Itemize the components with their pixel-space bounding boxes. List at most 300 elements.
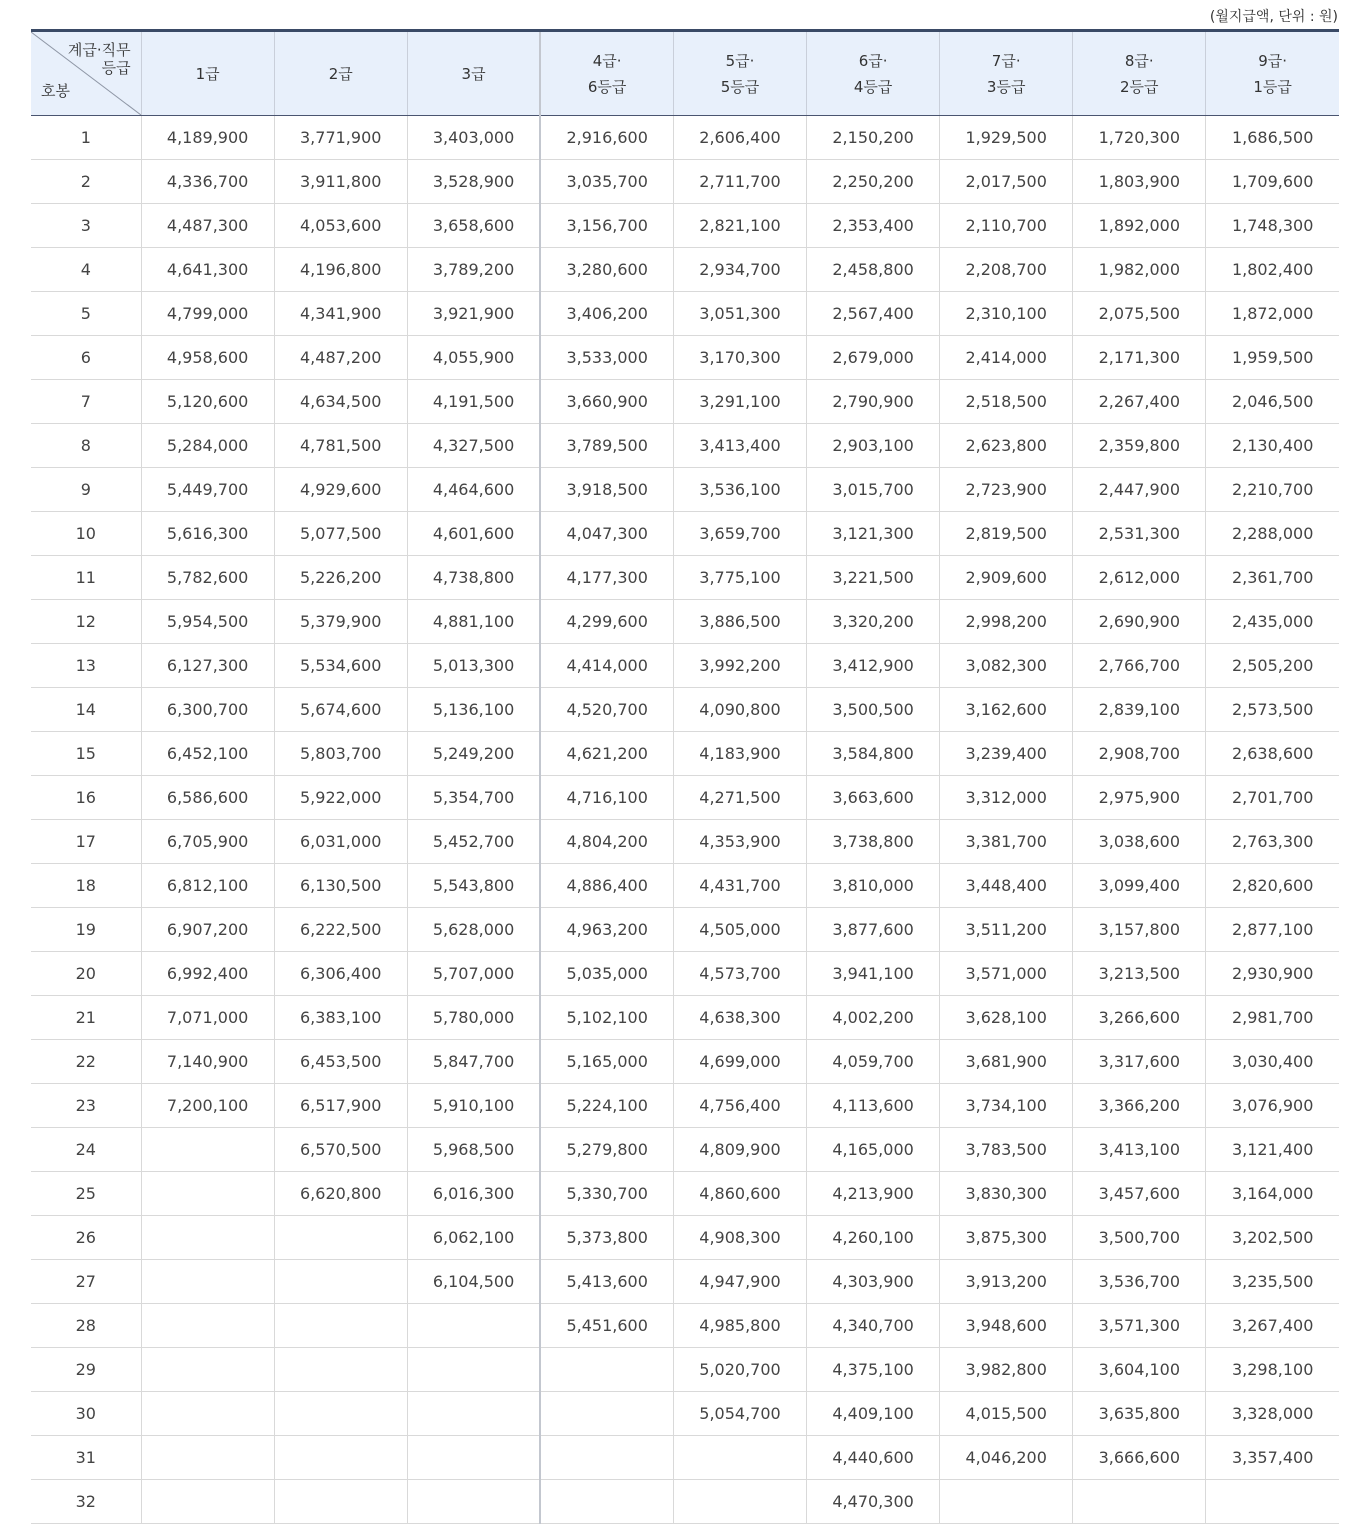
salary-cell: 4,183,900 [673, 732, 806, 776]
salary-cell: 3,312,000 [940, 776, 1073, 820]
salary-cell: 6,452,100 [141, 732, 274, 776]
salary-cell: 1,686,500 [1206, 116, 1339, 160]
salary-cell: 2,877,100 [1206, 908, 1339, 952]
salary-cell: 2,821,100 [673, 204, 806, 248]
salary-cell: 6,992,400 [141, 952, 274, 996]
salary-cell: 4,908,300 [673, 1216, 806, 1260]
salary-cell [407, 1392, 540, 1436]
salary-cell [274, 1348, 407, 1392]
salary-cell [141, 1480, 274, 1524]
salary-cell: 4,520,700 [540, 688, 673, 732]
salary-cell: 4,505,000 [673, 908, 806, 952]
salary-cell: 1,872,000 [1206, 292, 1339, 336]
step-number-cell: 11 [31, 556, 141, 600]
salary-cell: 2,763,300 [1206, 820, 1339, 864]
salary-cell: 4,641,300 [141, 248, 274, 292]
table-row [31, 336, 1339, 380]
salary-cell: 2,150,200 [807, 116, 940, 160]
table-row [31, 424, 1339, 468]
salary-cell: 2,819,500 [940, 512, 1073, 556]
salary-cell: 5,910,100 [407, 1084, 540, 1128]
step-number-cell: 31 [31, 1436, 141, 1480]
salary-cell: 3,886,500 [673, 600, 806, 644]
salary-cell: 6,016,300 [407, 1172, 540, 1216]
salary-cell: 4,303,900 [807, 1260, 940, 1304]
salary-cell: 3,875,300 [940, 1216, 1073, 1260]
salary-cell: 1,803,900 [1073, 160, 1206, 204]
salary-cell [274, 1480, 407, 1524]
salary-cell: 4,414,000 [540, 644, 673, 688]
salary-cell: 3,528,900 [407, 160, 540, 204]
salary-cell: 4,177,300 [540, 556, 673, 600]
step-number-cell: 20 [31, 952, 141, 996]
salary-cell: 2,458,800 [807, 248, 940, 292]
salary-cell [274, 1392, 407, 1436]
salary-cell: 6,570,500 [274, 1128, 407, 1172]
salary-cell: 2,046,500 [1206, 380, 1339, 424]
salary-cell: 2,017,500 [940, 160, 1073, 204]
salary-cell: 3,918,500 [540, 468, 673, 512]
step-number-cell: 18 [31, 864, 141, 908]
salary-cell [141, 1348, 274, 1392]
step-number-cell: 26 [31, 1216, 141, 1260]
salary-cell [141, 1128, 274, 1172]
salary-cell: 3,403,000 [407, 116, 540, 160]
column-header-9 [1206, 31, 1339, 116]
salary-cell [540, 1480, 673, 1524]
salary-cell: 3,666,600 [1073, 1436, 1206, 1480]
salary-cell: 4,487,200 [274, 336, 407, 380]
salary-cell: 5,373,800 [540, 1216, 673, 1260]
step-number-cell: 10 [31, 512, 141, 556]
salary-cell: 4,464,600 [407, 468, 540, 512]
salary-cell [141, 1304, 274, 1348]
salary-cell [673, 1436, 806, 1480]
salary-cell: 2,790,900 [807, 380, 940, 424]
salary-cell [540, 1392, 673, 1436]
salary-cell: 3,076,900 [1206, 1084, 1339, 1128]
salary-cell: 2,359,800 [1073, 424, 1206, 468]
salary-cell: 4,947,900 [673, 1260, 806, 1304]
salary-cell [1206, 1480, 1339, 1524]
table-row [31, 1172, 1339, 1216]
salary-cell [1073, 1480, 1206, 1524]
salary-cell: 2,723,900 [940, 468, 1073, 512]
salary-cell: 3,239,400 [940, 732, 1073, 776]
salary-cell: 6,705,900 [141, 820, 274, 864]
salary-cell: 3,533,000 [540, 336, 673, 380]
salary-cell: 5,449,700 [141, 468, 274, 512]
salary-cell: 3,734,100 [940, 1084, 1073, 1128]
column-header-text: 5등급 [720, 77, 760, 96]
column-header-text: 3급 [461, 64, 486, 83]
salary-cell: 4,053,600 [274, 204, 407, 248]
table-row [31, 1436, 1339, 1480]
salary-cell [141, 1260, 274, 1304]
table-header [31, 31, 1339, 116]
salary-cell: 3,320,200 [807, 600, 940, 644]
salary-cell [940, 1480, 1073, 1524]
salary-cell: 2,171,300 [1073, 336, 1206, 380]
step-number-cell: 23 [31, 1084, 141, 1128]
salary-cell: 1,929,500 [940, 116, 1073, 160]
column-header-text: 2급 [328, 64, 353, 83]
salary-cell: 3,170,300 [673, 336, 806, 380]
table-row [31, 292, 1339, 336]
step-number-cell: 16 [31, 776, 141, 820]
salary-cell: 6,907,200 [141, 908, 274, 952]
salary-cell: 2,909,600 [940, 556, 1073, 600]
salary-cell: 4,804,200 [540, 820, 673, 864]
salary-cell: 3,921,900 [407, 292, 540, 336]
salary-cell: 2,623,800 [940, 424, 1073, 468]
table-row [31, 776, 1339, 820]
column-header-text: 6등급 [587, 77, 627, 96]
step-number-cell: 24 [31, 1128, 141, 1172]
table-row [31, 600, 1339, 644]
column-header-1 [141, 31, 274, 116]
salary-cell: 4,621,200 [540, 732, 673, 776]
salary-cell: 2,903,100 [807, 424, 940, 468]
salary-cell: 5,543,800 [407, 864, 540, 908]
salary-cell: 2,606,400 [673, 116, 806, 160]
table-row [31, 556, 1339, 600]
table-row [31, 116, 1339, 160]
salary-cell: 4,487,300 [141, 204, 274, 248]
salary-cell: 3,051,300 [673, 292, 806, 336]
salary-cell: 4,196,800 [274, 248, 407, 292]
salary-cell: 2,638,600 [1206, 732, 1339, 776]
table-row [31, 820, 1339, 864]
salary-cell: 3,659,700 [673, 512, 806, 556]
salary-cell [407, 1304, 540, 1348]
salary-cell [540, 1436, 673, 1480]
salary-cell: 3,030,400 [1206, 1040, 1339, 1084]
salary-cell: 2,934,700 [673, 248, 806, 292]
salary-cell: 4,165,000 [807, 1128, 940, 1172]
column-header-text: 8급· [1124, 51, 1154, 70]
column-header-text: 5급· [725, 51, 755, 70]
salary-cell: 3,789,200 [407, 248, 540, 292]
salary-cell: 3,604,100 [1073, 1348, 1206, 1392]
salary-cell: 4,634,500 [274, 380, 407, 424]
salary-cell: 3,035,700 [540, 160, 673, 204]
step-number-cell: 21 [31, 996, 141, 1040]
salary-cell: 4,809,900 [673, 1128, 806, 1172]
table-row [31, 996, 1339, 1040]
salary-cell: 4,638,300 [673, 996, 806, 1040]
salary-cell: 2,701,700 [1206, 776, 1339, 820]
salary-cell [274, 1260, 407, 1304]
salary-cell: 5,674,600 [274, 688, 407, 732]
salary-cell: 3,536,700 [1073, 1260, 1206, 1304]
salary-cell: 6,062,100 [407, 1216, 540, 1260]
salary-cell: 2,447,900 [1073, 468, 1206, 512]
salary-cell: 2,250,200 [807, 160, 940, 204]
salary-cell: 3,038,600 [1073, 820, 1206, 864]
step-number-cell: 13 [31, 644, 141, 688]
salary-cell: 3,357,400 [1206, 1436, 1339, 1480]
salary-cell: 6,300,700 [141, 688, 274, 732]
salary-cell: 2,518,500 [940, 380, 1073, 424]
salary-cell: 3,157,800 [1073, 908, 1206, 952]
salary-cell: 5,954,500 [141, 600, 274, 644]
table-body [31, 116, 1339, 1524]
step-number-cell: 4 [31, 248, 141, 292]
salary-cell: 3,775,100 [673, 556, 806, 600]
salary-cell: 5,707,000 [407, 952, 540, 996]
salary-cell: 2,267,400 [1073, 380, 1206, 424]
salary-cell: 5,922,000 [274, 776, 407, 820]
salary-cell: 4,336,700 [141, 160, 274, 204]
salary-cell: 5,013,300 [407, 644, 540, 688]
header-row [31, 31, 1339, 116]
salary-cell: 3,941,100 [807, 952, 940, 996]
salary-table-container [31, 29, 1339, 1524]
step-number-cell: 27 [31, 1260, 141, 1304]
salary-cell: 4,340,700 [807, 1304, 940, 1348]
step-number-cell: 6 [31, 336, 141, 380]
salary-cell: 3,681,900 [940, 1040, 1073, 1084]
column-header-2 [274, 31, 407, 116]
salary-cell: 3,635,800 [1073, 1392, 1206, 1436]
salary-cell: 5,379,900 [274, 600, 407, 644]
salary-cell: 4,431,700 [673, 864, 806, 908]
salary-cell: 4,573,700 [673, 952, 806, 996]
salary-cell: 2,310,100 [940, 292, 1073, 336]
salary-cell: 2,839,100 [1073, 688, 1206, 732]
salary-cell: 4,958,600 [141, 336, 274, 380]
salary-cell: 5,616,300 [141, 512, 274, 556]
column-header-text: 4등급 [853, 77, 893, 96]
salary-cell: 3,992,200 [673, 644, 806, 688]
salary-cell: 3,457,600 [1073, 1172, 1206, 1216]
salary-cell: 4,213,900 [807, 1172, 940, 1216]
salary-cell: 5,452,700 [407, 820, 540, 864]
table-row [31, 248, 1339, 292]
salary-cell: 7,140,900 [141, 1040, 274, 1084]
salary-cell: 3,298,100 [1206, 1348, 1339, 1392]
salary-cell [141, 1172, 274, 1216]
salary-cell: 5,136,100 [407, 688, 540, 732]
step-number-cell: 7 [31, 380, 141, 424]
salary-cell: 6,031,000 [274, 820, 407, 864]
salary-cell: 4,002,200 [807, 996, 940, 1040]
salary-cell: 5,077,500 [274, 512, 407, 556]
salary-cell: 1,982,000 [1073, 248, 1206, 292]
salary-cell: 6,306,400 [274, 952, 407, 996]
salary-cell: 1,748,300 [1206, 204, 1339, 248]
salary-cell: 2,820,600 [1206, 864, 1339, 908]
salary-cell: 3,500,500 [807, 688, 940, 732]
salary-cell: 3,291,100 [673, 380, 806, 424]
table-row [31, 864, 1339, 908]
salary-cell: 1,892,000 [1073, 204, 1206, 248]
salary-cell: 2,208,700 [940, 248, 1073, 292]
salary-cell: 5,847,700 [407, 1040, 540, 1084]
column-header-4 [540, 31, 673, 116]
salary-cell [274, 1216, 407, 1260]
salary-cell [407, 1436, 540, 1480]
salary-cell: 3,121,300 [807, 512, 940, 556]
salary-cell: 2,690,900 [1073, 600, 1206, 644]
salary-cell: 5,279,800 [540, 1128, 673, 1172]
salary-cell: 2,766,700 [1073, 644, 1206, 688]
table-row [31, 1392, 1339, 1436]
step-number-cell: 25 [31, 1172, 141, 1216]
salary-cell: 4,047,300 [540, 512, 673, 556]
salary-cell: 4,738,800 [407, 556, 540, 600]
corner-header [31, 31, 141, 116]
step-number-cell: 32 [31, 1480, 141, 1524]
salary-cell: 4,015,500 [940, 1392, 1073, 1436]
salary-cell: 4,260,100 [807, 1216, 940, 1260]
table-row [31, 644, 1339, 688]
table-row [31, 1216, 1339, 1260]
salary-cell: 3,500,700 [1073, 1216, 1206, 1260]
salary-cell: 3,406,200 [540, 292, 673, 336]
salary-cell: 4,055,900 [407, 336, 540, 380]
column-header-8 [1073, 31, 1206, 116]
salary-cell: 5,451,600 [540, 1304, 673, 1348]
salary-cell: 4,716,100 [540, 776, 673, 820]
salary-cell: 3,366,200 [1073, 1084, 1206, 1128]
step-number-cell: 30 [31, 1392, 141, 1436]
salary-cell: 4,271,500 [673, 776, 806, 820]
step-number-cell: 9 [31, 468, 141, 512]
salary-cell: 2,908,700 [1073, 732, 1206, 776]
salary-cell: 6,383,100 [274, 996, 407, 1040]
step-number-cell: 28 [31, 1304, 141, 1348]
salary-cell: 2,916,600 [540, 116, 673, 160]
table-row [31, 1480, 1339, 1524]
salary-cell: 7,071,000 [141, 996, 274, 1040]
salary-cell: 6,130,500 [274, 864, 407, 908]
table-row [31, 732, 1339, 776]
column-header-text: 6급· [858, 51, 888, 70]
salary-cell: 4,886,400 [540, 864, 673, 908]
salary-cell: 3,810,000 [807, 864, 940, 908]
salary-cell: 3,571,300 [1073, 1304, 1206, 1348]
salary-cell: 5,968,500 [407, 1128, 540, 1172]
step-number-cell: 12 [31, 600, 141, 644]
salary-cell: 3,164,000 [1206, 1172, 1339, 1216]
step-number-cell: 17 [31, 820, 141, 864]
step-number-cell: 5 [31, 292, 141, 336]
salary-cell: 3,571,000 [940, 952, 1073, 996]
salary-cell [274, 1304, 407, 1348]
salary-cell: 4,799,000 [141, 292, 274, 336]
table-row [31, 1040, 1339, 1084]
salary-cell: 4,601,600 [407, 512, 540, 556]
salary-cell: 2,210,700 [1206, 468, 1339, 512]
column-header-text: 1급 [195, 64, 220, 83]
salary-cell: 4,860,600 [673, 1172, 806, 1216]
salary-cell: 3,267,400 [1206, 1304, 1339, 1348]
salary-cell: 4,963,200 [540, 908, 673, 952]
salary-cell: 2,353,400 [807, 204, 940, 248]
salary-cell: 3,156,700 [540, 204, 673, 248]
column-header-5 [673, 31, 806, 116]
salary-cell: 4,985,800 [673, 1304, 806, 1348]
salary-cell: 3,830,300 [940, 1172, 1073, 1216]
salary-cell [540, 1348, 673, 1392]
table-row [31, 1084, 1339, 1128]
salary-cell: 3,738,800 [807, 820, 940, 864]
table-row [31, 160, 1339, 204]
salary-cell: 6,127,300 [141, 644, 274, 688]
step-number-cell: 19 [31, 908, 141, 952]
salary-cell: 4,059,700 [807, 1040, 940, 1084]
salary-cell: 4,090,800 [673, 688, 806, 732]
salary-cell: 5,354,700 [407, 776, 540, 820]
salary-cell: 1,720,300 [1073, 116, 1206, 160]
salary-cell: 4,440,600 [807, 1436, 940, 1480]
salary-cell: 5,226,200 [274, 556, 407, 600]
salary-cell: 6,104,500 [407, 1260, 540, 1304]
salary-cell: 2,435,000 [1206, 600, 1339, 644]
salary-cell [407, 1348, 540, 1392]
table-row [31, 380, 1339, 424]
corner-label-step: 호봉 [41, 82, 70, 100]
salary-cell: 3,789,500 [540, 424, 673, 468]
table-row [31, 1260, 1339, 1304]
salary-cell: 5,224,100 [540, 1084, 673, 1128]
salary-cell: 5,628,000 [407, 908, 540, 952]
salary-cell: 4,929,600 [274, 468, 407, 512]
step-number-cell: 29 [31, 1348, 141, 1392]
salary-cell: 2,612,000 [1073, 556, 1206, 600]
salary-cell: 3,202,500 [1206, 1216, 1339, 1260]
salary-table [31, 29, 1339, 1524]
salary-cell: 5,284,000 [141, 424, 274, 468]
salary-cell: 2,975,900 [1073, 776, 1206, 820]
salary-cell: 3,412,900 [807, 644, 940, 688]
salary-cell: 5,803,700 [274, 732, 407, 776]
table-row [31, 1128, 1339, 1172]
salary-cell: 3,121,400 [1206, 1128, 1339, 1172]
salary-cell: 4,341,900 [274, 292, 407, 336]
salary-cell: 4,191,500 [407, 380, 540, 424]
salary-cell: 2,573,500 [1206, 688, 1339, 732]
column-header-text: 1등급 [1253, 77, 1292, 96]
table-row [31, 204, 1339, 248]
table-row [31, 1304, 1339, 1348]
salary-cell: 5,035,000 [540, 952, 673, 996]
salary-cell: 6,586,600 [141, 776, 274, 820]
column-header-6 [807, 31, 940, 116]
salary-cell: 3,911,800 [274, 160, 407, 204]
salary-cell: 3,536,100 [673, 468, 806, 512]
salary-cell: 3,783,500 [940, 1128, 1073, 1172]
salary-cell [141, 1436, 274, 1480]
salary-cell: 3,235,500 [1206, 1260, 1339, 1304]
column-header-3 [407, 31, 540, 116]
salary-cell [141, 1392, 274, 1436]
salary-cell: 3,317,600 [1073, 1040, 1206, 1084]
table-row [31, 512, 1339, 556]
salary-cell: 5,330,700 [540, 1172, 673, 1216]
salary-cell: 6,453,500 [274, 1040, 407, 1084]
table-row [31, 908, 1339, 952]
salary-cell: 5,165,000 [540, 1040, 673, 1084]
salary-cell: 2,531,300 [1073, 512, 1206, 556]
salary-cell [673, 1480, 806, 1524]
salary-cell [274, 1436, 407, 1480]
salary-cell: 4,375,100 [807, 1348, 940, 1392]
salary-cell: 2,075,500 [1073, 292, 1206, 336]
salary-cell: 3,663,600 [807, 776, 940, 820]
